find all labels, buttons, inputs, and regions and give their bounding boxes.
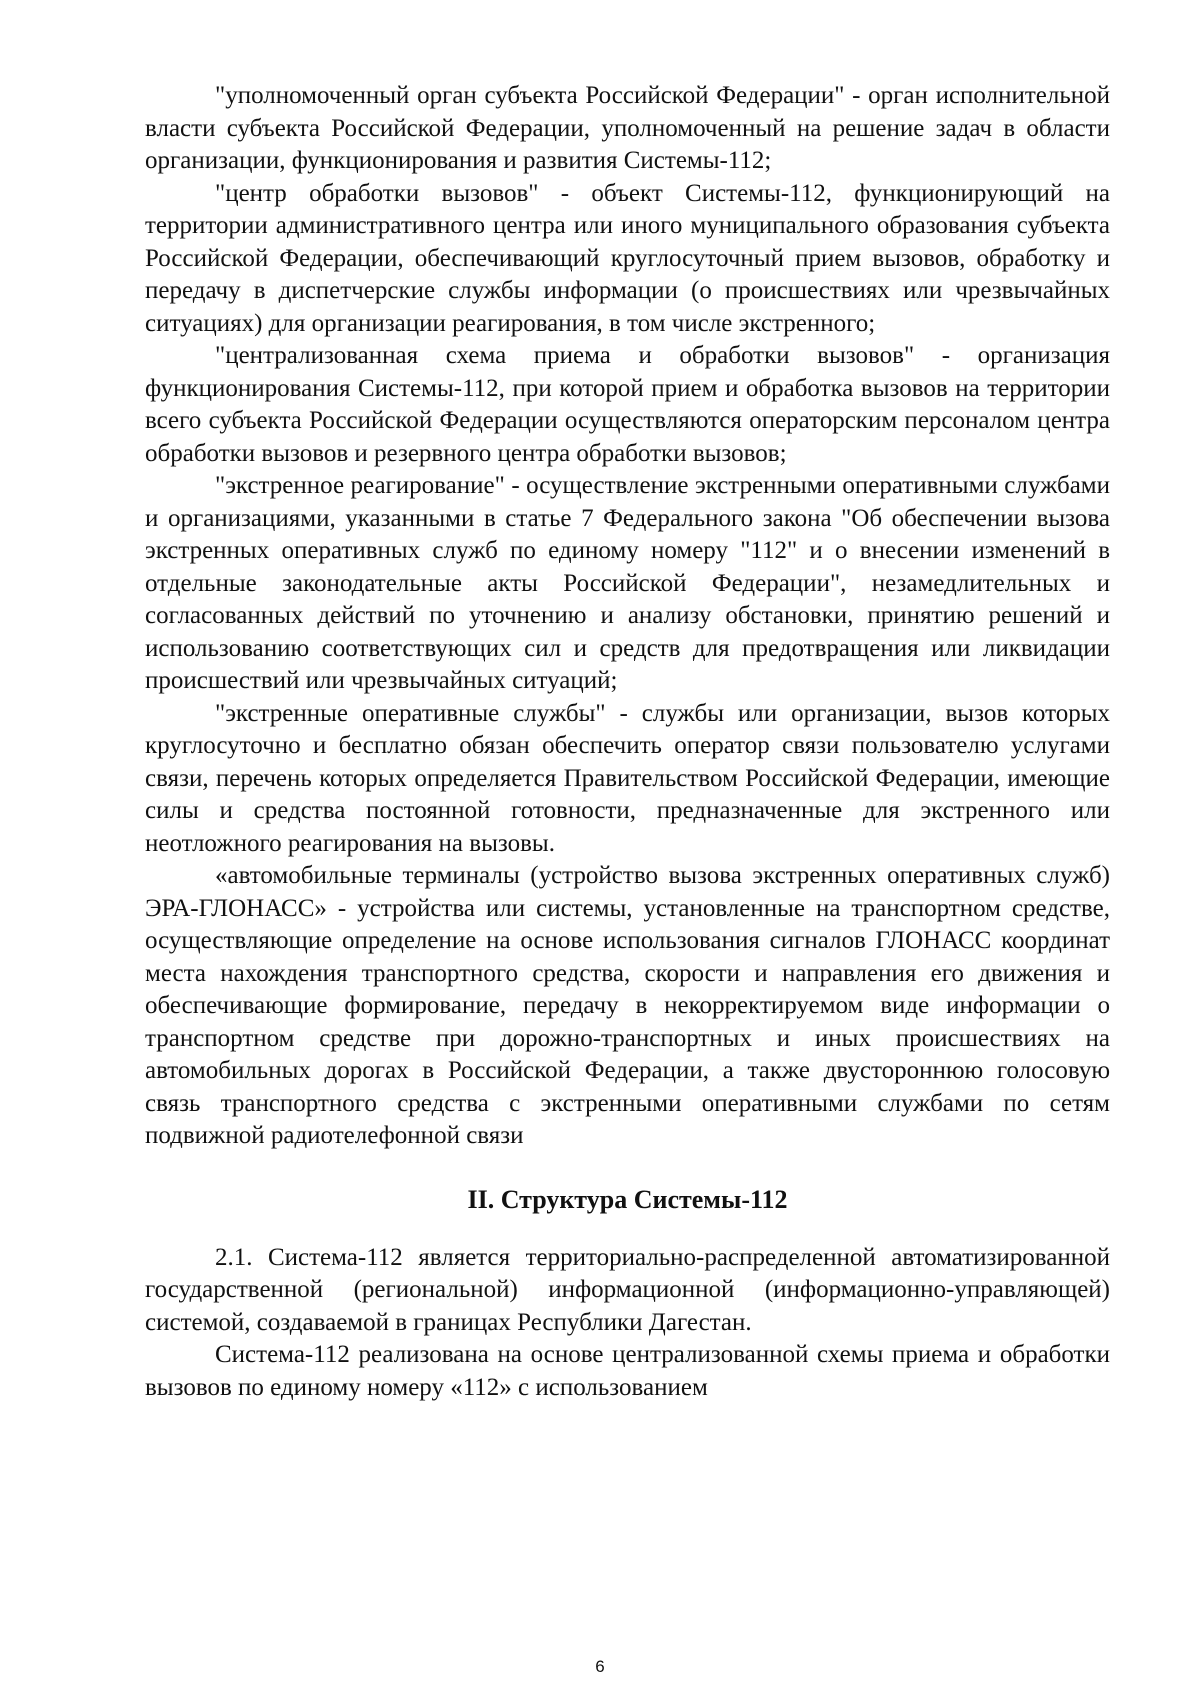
definition-call-center: "центр обработки вызовов" - объект Системы-112, функционирующий на территории административного центра или иного муниципального образования субъекта Российской Федерации, обеспечивающий круглосуточный прием вызовов, обработку и передачу в диспетчерские службы информации (о происшествиях или чрезвычайных ситуациях) для организации реагирования, в том числе экстренного; — [145, 179, 1110, 337]
section-heading: II. Структура Системы-112 — [467, 1184, 788, 1214]
clause-2-1: 2.1. Система-112 является территориально-распределенной автоматизированной государственной (региональной) информационной (информационно-управляющей) системой, создаваемой в границах Республики Дагестан. — [145, 1243, 1110, 1336]
clause-2-1-continuation: Система-112 реализована на основе централизованной схемы приема и обработки вызовов по единому номеру «112» с использованием — [145, 1341, 1110, 1401]
definition-emergency-response: "экстренное реагирование" - осуществление экстренными оперативными службами и организациями, указанными в статье 7 Федерального закона "Об обеспечении вызова экстренных оперативных служб по единому номеру "112" и о внесении изменений в отдельные законодательные акты Российской Федерации", незамедлительных и согласованных действий по уточнению и анализу обстановки, принятию решений и использованию соответствующих сил и средств для предотвращения или ликвидации происшествий или чрезвычайных ситуаций; — [145, 472, 1110, 694]
page-number: 6 — [595, 1657, 605, 1676]
definition-era-glonass-terminals: «автомобильные терминалы (устройство вызова экстренных оперативных служб) ЭРА-ГЛОНАСС» - устройства или системы, установленные на транспортном средстве, осуществляющие определение на основе использования сигналов ГЛОНАСС координат места нахождения транспортного средства, скорости и направления его движения и обеспечивающие формирование, передачу в некорректируемом виде информации о транспортном средстве при дорожно-транспортных и иных происшествиях на автомобильных дорогах в Российской Федерации, а также двустороннюю голосовую связь транспортного средства с экстренными оперативными службами по сетям подвижной радиотелефонной связи — [145, 862, 1110, 1149]
definition-authorized-body: "уполномоченный орган субъекта Российской Федерации" - орган исполнительной власти субъекта Российской Федерации, уполномоченный на решение задач в области организации, функционирования и развития Системы-112; — [145, 82, 1110, 174]
definition-centralized-scheme: "централизованная схема приема и обработки вызовов" - организация функционирования Системы-112, при которой прием и обработка вызовов на территории всего субъекта Российской Федерации осуществляются операторским персоналом центра обработки вызовов и резервного центра обработки вызовов; — [145, 342, 1110, 467]
definition-emergency-services: "экстренные оперативные службы" - службы или организации, вызов которых круглосуточно и бесплатно обязан обеспечить оператор связи пользователю услугами связи, перечень которых определяется Правительством Российской Федерации, имеющие силы и средства постоянной готовности, предназначенные для экстренного или неотложного реагирования на вызовы. — [145, 699, 1110, 857]
document-body — [145, 80, 1110, 1404]
